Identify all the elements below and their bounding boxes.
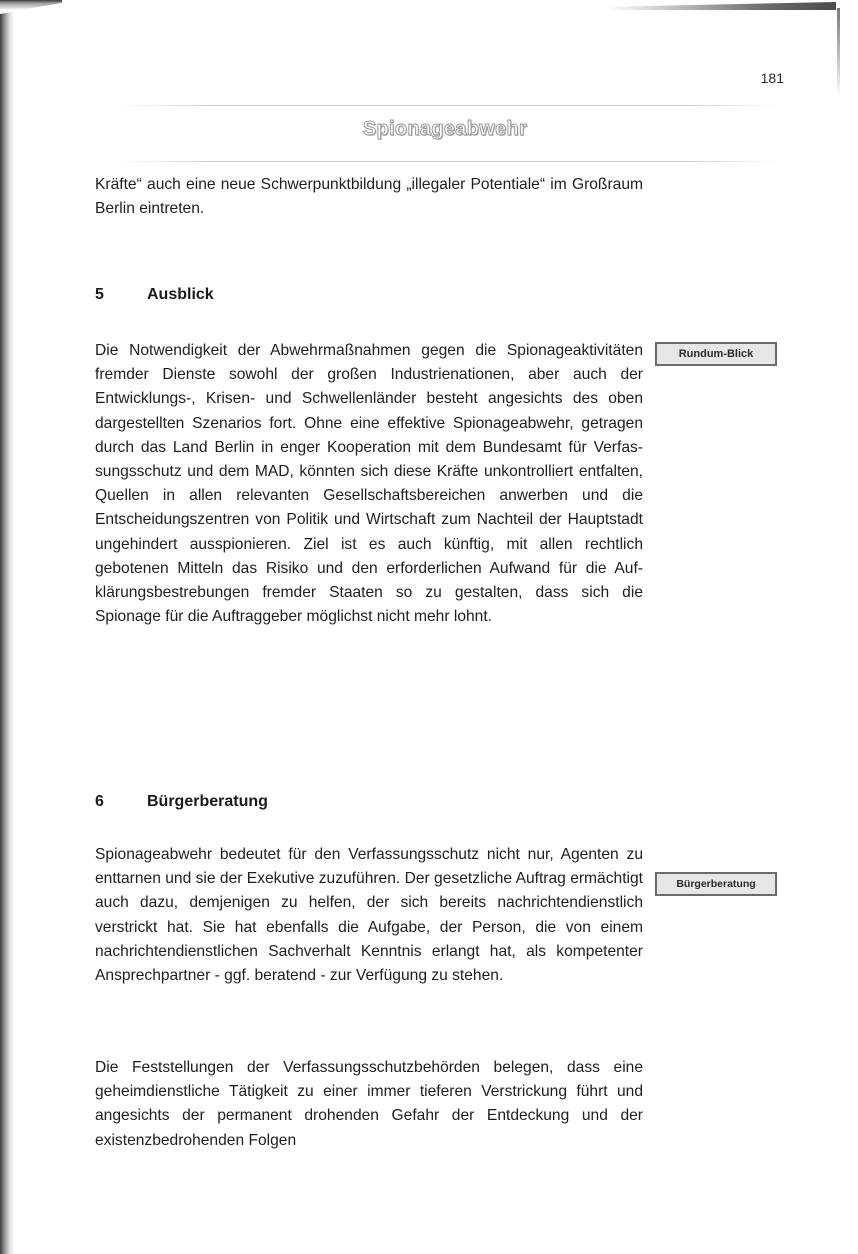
paragraph-intro: Kräfte“ auch eine neue Schwerpunktbildung „illegaler Potentiale“ im Großraum Berlin eintreten.	[95, 176, 643, 218]
section-title: Ausblick	[147, 286, 214, 303]
header-rule-top	[120, 105, 780, 106]
scan-binding-edge	[0, 0, 14, 1254]
section-number: 6	[95, 793, 104, 810]
section-heading-ausblick	[95, 286, 214, 304]
paragraph-ausblick: Die Notwendigkeit der Abwehrmaßnahmen gegen die Spionageaktivitäten fremder Dienste sowohl der großen Industrienationen, aber auch der Entwicklungs-, Krisen- und Schwellenländer besteht angesichts des oben dargestellten Szenarios fort. Ohne eine effektive Spionageabwehr, getragen durch das Land Berlin in enger Kooperation mit dem Bundesamt für Verfassungsschutz und dem MAD, könnten sich diese Kräfte unkontrolliert entfalten, Quellen in allen relevanten Gesellschaftsbereichen anwerben und die Entscheidungszentren von Politik und Wirtschaft zum Nachteil der Hauptstadt ungehindert ausspionieren. Ziel ist es auch künftig, mit allen rechtlich gebotenen Mitteln das Risiko und den erforderlichen Aufwand für die Aufklärungsbestrebungen fremder Staaten so zu gestalten, dass sich die Spionage für die Auftraggeber möglichst nicht mehr lohnt.	[95, 342, 643, 626]
running-title: Spionageabwehr	[362, 118, 528, 140]
scan-top-right-edge	[606, 2, 836, 10]
margin-note-rundum-blick: Rundum-Blick	[655, 342, 777, 366]
scan-top-left-edge	[0, 0, 62, 14]
section-title: Bürgerberatung	[147, 793, 268, 810]
margin-note-buergerberatung: Bürgerberatung	[655, 872, 777, 896]
paragraph-buergerberatung-1: Spionageabwehr bedeutet für den Verfassungsschutz nicht nur, Agenten zu enttarnen und sie der Exekutive zuzuführen. Der gesetzliche Auftrag ermächtigt auch dazu, demjenigen zu helfen, der sich bereits nachrichtendienstlich verstrickt hat. Sie hat ebenfalls die Aufgabe, der Person, die von einem nachrichtendienstlichen Sachverhalt Kenntnis erlangt hat, als kompetenter Ansprechpartner - ggf. beratend - zur Verfügung zu stehen.	[95, 846, 643, 985]
header-rule-bottom	[120, 161, 780, 162]
page-number: 181	[760, 70, 784, 86]
scan-right-edge	[837, 8, 840, 98]
section-heading-buergerberatung	[95, 793, 268, 811]
section-number: 5	[95, 286, 104, 303]
paragraph-buergerberatung-2: Die Feststellungen der Verfassungsschutzbehörden belegen, dass eine geheimdienstliche Tätigkeit zu einer immer tieferen Verstrickung führt und angesichts der permanent drohenden Gefahr der Entdeckung und der existenzbedrohenden Folgen	[95, 1059, 643, 1149]
